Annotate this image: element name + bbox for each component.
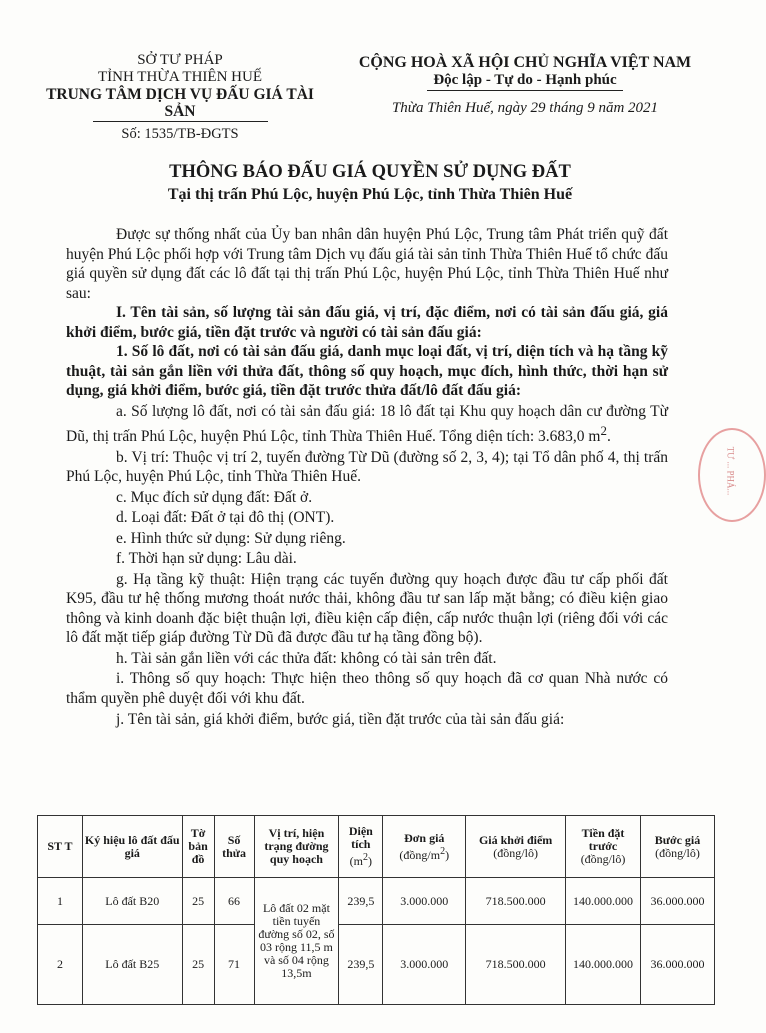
- cell-stt: 1: [38, 878, 83, 925]
- cell-kyhieu: Lô đất B20: [82, 878, 182, 925]
- section-1-heading: I. Tên tài sản, số lượng tài sản đấu giá, vị trí, đặc điểm, nơi có tài sản đấu giá, giá khởi điểm, bước giá, tiền đặt trước và người có tài sản đấu giá:: [66, 304, 668, 341]
- cell-tiendattruoc: 140.000.000: [566, 878, 641, 925]
- item-j: j. Tên tài sản, giá khởi điểm, bước giá, tiền đặt trước của tài sản đấu giá:: [116, 711, 565, 729]
- intro-paragraph: Được sự thống nhất của Ủy ban nhân dân huyện Phú Lộc, Trung tâm Phát triển quỹ đất huyện Phú Lộc phối hợp với Trung tâm Dịch vụ đấu giá tài sản tỉnh Thừa Thiên Huế tổ chức đấu giá quyền sử dụng đất các lô đất tại thị trấn Phú Lộc, huyện Phú Lộc, tỉnh Thừa Thiên Huế như sau:: [66, 226, 668, 302]
- cell-giakhoidiem: 718.500.000: [466, 878, 566, 925]
- table-row: [38, 878, 715, 925]
- col-toban: Tờ bản đồ: [182, 816, 214, 878]
- issuer-underline: [93, 121, 268, 122]
- national-motto: Độc lập - Tự do - Hạnh phúc: [433, 72, 617, 88]
- issuer-org: TRUNG TÂM DỊCH VỤ ĐẤU GIÁ TÀI SẢN: [46, 86, 314, 120]
- document-date: Thừa Thiên Huế, ngày 29 tháng 9 năm 2021: [391, 100, 659, 116]
- col-stt: ST T: [38, 816, 83, 878]
- issuer-province: TỈNH THỪA THIÊN HUẾ: [98, 69, 262, 85]
- issuer-block: [30, 52, 330, 143]
- cell-dongia: 3.000.000: [383, 878, 466, 925]
- col-dongia: Đơn giá $(đồng/m^2)$: [383, 816, 466, 878]
- cell-dientich: 239,5: [339, 925, 383, 1005]
- section-1-1-heading: 1. Số lô đất, nơi có tài sản đấu giá, danh mục loại đất, vị trí, diện tích và hạ tầng kỹ thuật, tài sản gắn liền với thửa đất, thông số quy hoạch, mục đích, hình thức, thời hạn sử dụng, giá khởi điểm, bước giá, tiền đặt trước thửa đất/lô đất đấu giá:: [66, 343, 668, 399]
- cell-kyhieu: Lô đất B25: [82, 925, 182, 1005]
- col-sothua: Số thửa: [214, 816, 254, 878]
- motto-underline: [427, 90, 623, 91]
- item-d: d. Loại đất: Đất ở tại đô thị (ONT).: [116, 509, 335, 527]
- cell-toban: 25: [182, 925, 214, 1005]
- issuer-dept: SỞ TƯ PHÁP: [137, 52, 223, 68]
- item-g: g. Hạ tầng kỹ thuật: Hiện trạng các tuyến đường quy hoạch được đầu tư cấp phối đất K95, đầu tư hệ thống mương thoát nước thải, không đầu tư san lấp mặt bằng; có điều kiện giao thông và kinh doanh đặc biệt thuận lợi, điều kiện cấp điện, cấp nước thuận lợi (riêng đối với các lô đất mặt tiếp giáp đường Từ Dũ đã được đầu tư hạ tầng đồng bộ).: [66, 570, 668, 647]
- seal-stamp: TƯ ... PHÁ...: [698, 428, 766, 522]
- item-b: b. Vị trí: Thuộc vị trí 2, tuyến đường Từ Dũ (đường số 2, 3, 4); tại Tổ dân phố 4, thị trấn Phú Lộc, huyện Phú Lộc, tỉnh Thừa Thiên Huế.: [66, 448, 668, 486]
- cell-dientich: 239,5: [339, 878, 383, 925]
- col-vitri: Vị trí, hiện trạng đường quy hoạch: [254, 816, 339, 878]
- cell-giakhoidiem: 718.500.000: [466, 925, 566, 1005]
- table-row: [38, 925, 715, 1005]
- auction-table: [37, 815, 715, 1005]
- col-buocgia: Bước giá (đồng/lô): [641, 816, 715, 878]
- col-tiendattruoc: Tiền đặt trước (đồng/lô): [566, 816, 641, 878]
- item-e: e. Hình thức sử dụng: Sử dụng riêng.: [116, 529, 346, 547]
- item-h: h. Tài sản gắn liền với các thửa đất: không có tài sản trên đất.: [116, 649, 497, 667]
- national-header: [345, 54, 705, 117]
- item-f: f. Thời hạn sử dụng: Lâu dài.: [116, 550, 297, 568]
- table-header-row: [38, 816, 715, 878]
- document-subtitle: Tại thị trấn Phú Lộc, huyện Phú Lộc, tỉnh Thừa Thiên Huế: [167, 186, 573, 203]
- document-body: [66, 225, 668, 730]
- item-c: c. Mục đích sử dụng đất: Đất ở.: [116, 488, 313, 506]
- cell-buocgia: 36.000.000: [641, 878, 715, 925]
- cell-vitri: Lô đất 02 mặt tiền tuyến đường số 02, số 03 rộng 11,5 m và số 04 rộng 13,5m: [254, 878, 339, 1005]
- cell-stt: 2: [38, 925, 83, 1005]
- cell-dongia: 3.000.000: [383, 925, 466, 1005]
- cell-sothua: 66: [214, 878, 254, 925]
- cell-sothua: 71: [214, 925, 254, 1005]
- col-kyhieu: Ký hiệu lô đất đấu giá: [82, 816, 182, 878]
- document-title: THÔNG BÁO ĐẤU GIÁ QUYỀN SỬ DỤNG ĐẤT: [169, 162, 571, 182]
- col-giakhoidiem: Giá khởi điểm (đồng/lô): [466, 816, 566, 878]
- item-i: i. Thông số quy hoạch: Thực hiện theo thông số quy hoạch đã cơ quan Nhà nước có thẩm quyền phê duyệt đối với khu đất.: [66, 670, 668, 707]
- document-number: Số: 1535/TB-ĐGTS: [121, 126, 239, 142]
- item-a: a. Số lượng lô đất, nơi có tài sản đấu giá: 18 lô đất tại Khu quy hoạch dân cư đường Từ Dũ, thị trấn Phú Lộc, huyện Phú Lộc, tỉnh Thừa Thiên Huế. Tổng diện tích: 3.683,0 $m^2$.: [66, 402, 668, 446]
- cell-buocgia: 36.000.000: [641, 925, 715, 1005]
- cell-tiendattruoc: 140.000.000: [566, 925, 641, 1005]
- cell-toban: 25: [182, 878, 214, 925]
- col-dientich: Diện tích $(m^2)$: [339, 816, 383, 878]
- nation-name: CỘNG HOÀ XÃ HỘI CHỦ NGHĨA VIỆT NAM: [358, 54, 692, 71]
